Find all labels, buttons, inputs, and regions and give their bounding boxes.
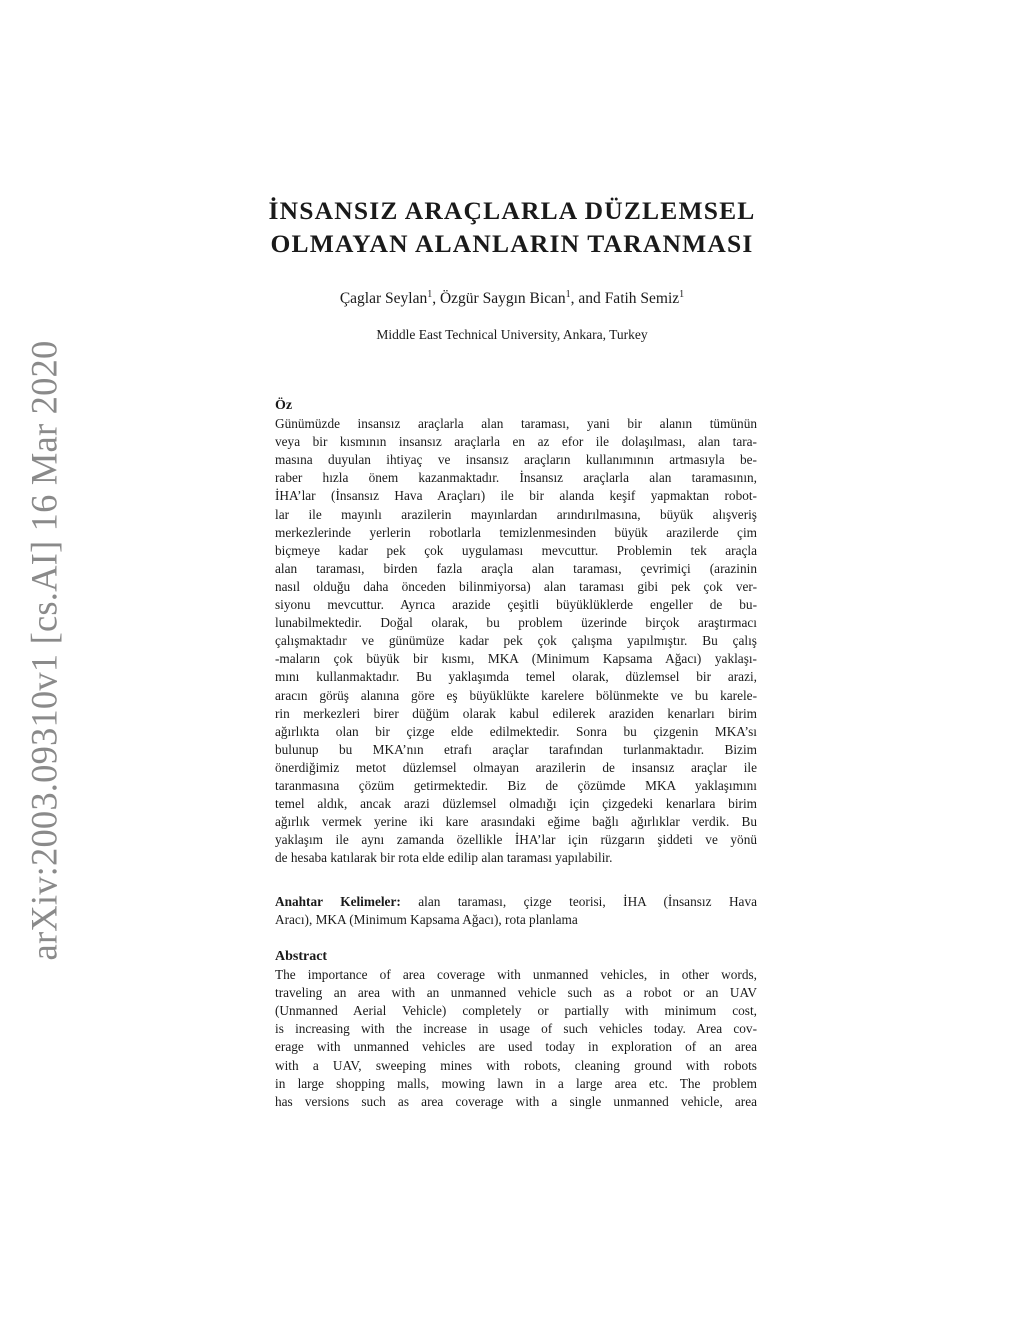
author-list — [200, 289, 824, 308]
text-line: de hesaba katılarak bir rota elde edilip alan taraması yapılabilir. — [275, 850, 613, 866]
oz-section — [275, 397, 757, 867]
text-line: İHA’lar (İnsansız Hava Araçları) ile bir alanda keşif yapmaktan robot- — [275, 488, 757, 504]
affiliation-mark: 1 — [565, 289, 571, 300]
text-line: aracın görüş alanına göre eş büyüklükte karelere bölünmekte ve bu karele- — [275, 687, 757, 703]
affiliation: Middle East Technical University, Ankara, Turkey — [376, 327, 648, 342]
arxiv-identifier-text: arXiv:2003.09310v1 [cs.AI] 16 Mar 2020 — [23, 340, 65, 960]
text-line: lar ile mayınlı arazilerin mayınlardan arındırılmasına, büyük alışveriş — [275, 506, 757, 522]
text-line: Günümüzde insansız araçlarla alan taraması, yani bir alanın tümünün — [275, 416, 757, 432]
oz-body — [275, 415, 757, 867]
affiliation-mark: 1 — [427, 289, 433, 300]
text-line: çalışmaktadır ve günümüze kadar pek çok çalışma yapılmıştır. Bu çalış — [275, 633, 757, 649]
text-line: traveling an area with an unmanned vehicle such as a robot or an UAV — [275, 985, 757, 1001]
text-line: temel aldık, ancak arazi düzlemsel olmadığı için çizgedeki kenarlara birim — [275, 796, 757, 812]
text-line: bulunup bu MKA’nın etrafı araçlar tarafından turlanmaktadır. Bizim — [275, 741, 757, 757]
text-line: (Unmanned Aerial Vehicle) completely or partially with minimum cost, — [275, 1003, 757, 1019]
text-line: ağırlıkta olan bir çizge elde edilmektedir. Sonra bu çizgenin MKA’sı — [275, 723, 757, 739]
text-line: yaklaşım ile aynı zamanda özellikle İHA’lar için rüzgarın şiddeti ve yönü — [275, 832, 757, 848]
text-line: biçmeye kadar pek çok uygulaması mevcuttur. Problemin tek araçla — [275, 542, 757, 558]
text-line: önerdiğimiz metot düzlemsel olmayan arazilerin de insansız araçlar ile — [275, 759, 757, 775]
abstract-body — [275, 966, 757, 1111]
text-line: siyonu mevcuttur. Ayrıca arazide çeşitli büyüklüklerde engeller de bu- — [275, 597, 757, 613]
text-line: rin merkezleri birer düğüm olarak kabul edilerek araziden kenarları birim — [275, 705, 757, 721]
text-line: is increasing with the increase in usage of such vehicles today. Area cov- — [275, 1021, 757, 1037]
keywords-section — [275, 893, 757, 929]
text-line: in large shopping malls, mowing lawn in a large area etc. The problem — [275, 1075, 757, 1091]
paper-title-line: İNSANSIZ ARAÇLARLA DÜZLEMSEL — [268, 196, 756, 225]
keywords-line: Aracı), MKA (Minimum Kapsama Ağacı), rota planlama — [275, 912, 578, 928]
oz-heading: Öz — [275, 398, 293, 413]
affiliation-mark: 1 — [679, 289, 685, 300]
abstract-section — [275, 948, 757, 1111]
keywords-label: Anahtar Kelimeler: — [275, 894, 401, 909]
text-line: raber hızla önem kazanmaktadır. İnsansız araçlarla alan taramasının, — [275, 470, 757, 486]
author-separator: , and — [570, 290, 605, 308]
keywords-line — [275, 893, 757, 911]
text-line: has versions such as area coverage with a single unmanned vehicle, area — [275, 1093, 757, 1109]
paper-title-line: OLMAYAN ALANLARIN TARANMASI — [270, 229, 754, 258]
text-line: lunabilmektedir. Doğal olarak, bu problem üzerinde birçok araştırmacı — [275, 615, 757, 631]
paper-title — [200, 194, 824, 260]
text-line: -maların çok büyük bir kısmı, MKA (Minimum Kapsama Ağacı) yaklaşı- — [275, 651, 757, 667]
text-line: ağırlık vermek yerine iki kare arasındaki eğime bağlı ağırlıklar verdik. Bu — [275, 814, 757, 830]
text-line: nasıl olduğu daha önceden bilinmiyorsa) alan taraması gibi pek çok ver- — [275, 578, 757, 594]
abstract-heading: Abstract — [275, 949, 328, 964]
keywords-text: alan taraması, çizge teorisi, İHA (İnsansız Hava — [400, 894, 758, 909]
text-line: masına duyulan ihtiyaç ve insansız araçların kullanımının artmasıyla be- — [275, 452, 757, 468]
text-line: erage with unmanned vehicles are used today in exploration of an area — [275, 1039, 757, 1055]
text-line: mını kullanmaktadır. Bu yaklaşımda temel olarak, düzlemsel bir arazi, — [275, 669, 757, 685]
text-line: veya bir kısmının insansız araçlarla en az efor ile dolaşılması, alan tara- — [275, 434, 757, 450]
text-line: with a UAV, sweeping mines with robots, cleaning ground with robots — [275, 1057, 757, 1073]
author-name: Fatih Semiz — [604, 290, 680, 308]
text-line: The importance of area coverage with unmanned vehicles, in other words, — [275, 967, 757, 983]
text-line: taranmasına çözüm getirmektedir. Biz de çözümde MKA yaklaşımını — [275, 777, 757, 793]
author-separator: , — [432, 290, 440, 308]
author-name: Özgür Saygın Bican — [439, 290, 566, 308]
author-name: Çaglar Seylan — [339, 290, 428, 308]
text-line: alan taraması, birden fazla araçla alan taraması, çevrimiçi (arazinin — [275, 560, 757, 576]
text-line: merkezlerinde yerlerin robotlarla temizlenmesinden büyük arazilerde çim — [275, 524, 757, 540]
arxiv-identifier-stamp — [18, 340, 70, 960]
